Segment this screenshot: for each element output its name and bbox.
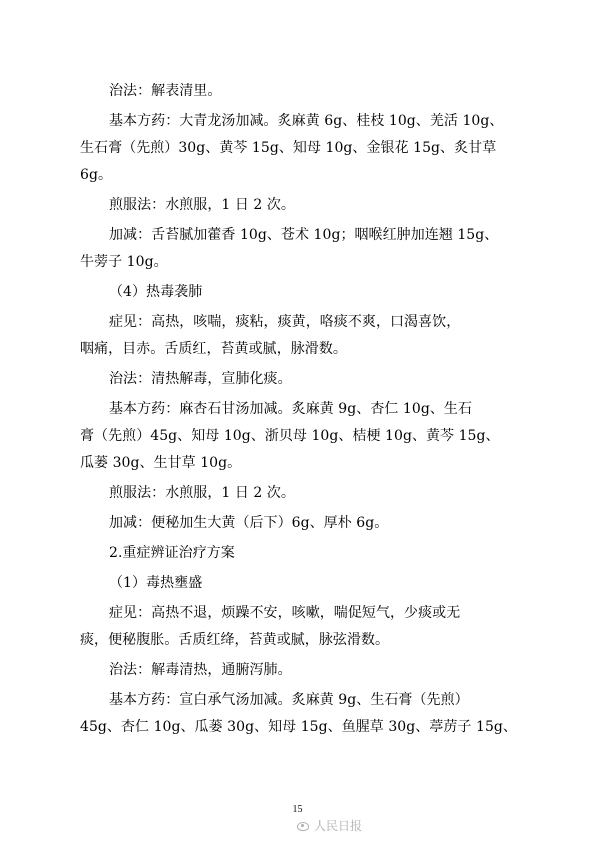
- section-heading-1: [80, 570, 526, 597]
- page-number: 15: [292, 804, 303, 815]
- paragraph-modification-4: [80, 510, 526, 537]
- text-line: 基本方药：宣白承气汤加减。炙麻黄 9g、生石膏（先煎）: [109, 692, 469, 708]
- section-heading-4: [80, 279, 526, 306]
- document-content: [80, 78, 526, 741]
- paragraph-decoction-4: [80, 480, 526, 507]
- text-line: 煎服法：水煎服，1 日 2 次。: [109, 197, 295, 213]
- paragraph-basic-formula-4: [80, 396, 526, 477]
- text-line: 治法：解表清里。: [109, 83, 222, 99]
- paragraph-basic-formula-severe-1: [80, 687, 526, 741]
- paragraph-decoction-1: [80, 192, 526, 219]
- text-line: 膏（先煎）45g、知母 10g、浙贝母 10g、桔梗 10g、黄芩 15g、: [80, 428, 500, 444]
- paragraph-symptoms-4: [80, 309, 526, 363]
- watermark-text: 人民日报: [313, 819, 362, 833]
- paragraph-symptoms-1: [80, 600, 526, 654]
- text-line: 咽痛，目赤。舌质红，苔黄或腻，脉滑数。: [80, 341, 347, 357]
- text-line: 6g。: [80, 167, 113, 183]
- text-line: 加减：舌苔腻加藿香 10g、苍术 10g；咽喉红肿加连翘 15g、: [109, 227, 499, 243]
- text-line: 症见：高热不退，烦躁不安，咳嗽，喘促短气，少痰或无: [109, 605, 461, 621]
- text-line: 瓜蒌 30g、生甘草 10g。: [80, 455, 242, 471]
- text-line: 牛蒡子 10g。: [80, 254, 168, 270]
- paragraph-treatment-method-severe-1: [80, 657, 526, 684]
- text-line: 加减：便秘加生大黄（后下）6g、厚朴 6g。: [109, 515, 389, 531]
- text-line: 基本方药：大青龙汤加减。炙麻黄 6g、桂枝 10g、羌活 10g、: [109, 113, 504, 129]
- text-line: （4）热毒袭肺: [109, 284, 203, 300]
- text-line: 症见：高热，咳喘，痰粘，痰黄，咯痰不爽，口渴喜饮，: [109, 314, 461, 330]
- text-line: 基本方药：麻杏石甘汤加减。炙麻黄 9g、杏仁 10g、生石: [109, 401, 472, 417]
- text-line: 治法：清热解毒，宣肺化痰。: [109, 371, 292, 387]
- watermark: [296, 817, 362, 834]
- text-line: 2.重症辨证治疗方案: [109, 545, 235, 561]
- text-line: 痰，便秘腹胀。舌质红绛，苔黄或腻，脉弦滑数。: [80, 632, 390, 648]
- section-heading-severe: [80, 540, 526, 567]
- text-line: 45g、杏仁 10g、瓜蒌 30g、知母 15g、鱼腥草 30g、葶苈子 15g、: [80, 719, 517, 735]
- text-line: （1）毒热壅盛: [109, 575, 203, 591]
- paragraph-treatment-method-1: [80, 78, 526, 105]
- text-line: 煎服法：水煎服，1 日 2 次。: [109, 485, 295, 501]
- paragraph-basic-formula-1: [80, 108, 526, 189]
- paragraph-modification-1: [80, 222, 526, 276]
- paragraph-treatment-method-4: [80, 366, 526, 393]
- weibo-icon: [296, 820, 310, 831]
- text-line: 生石膏（先煎）30g、黄芩 15g、知母 10g、金银花 15g、炙甘草: [80, 140, 497, 156]
- text-line: 治法：解毒清热，通腑泻肺。: [109, 662, 292, 678]
